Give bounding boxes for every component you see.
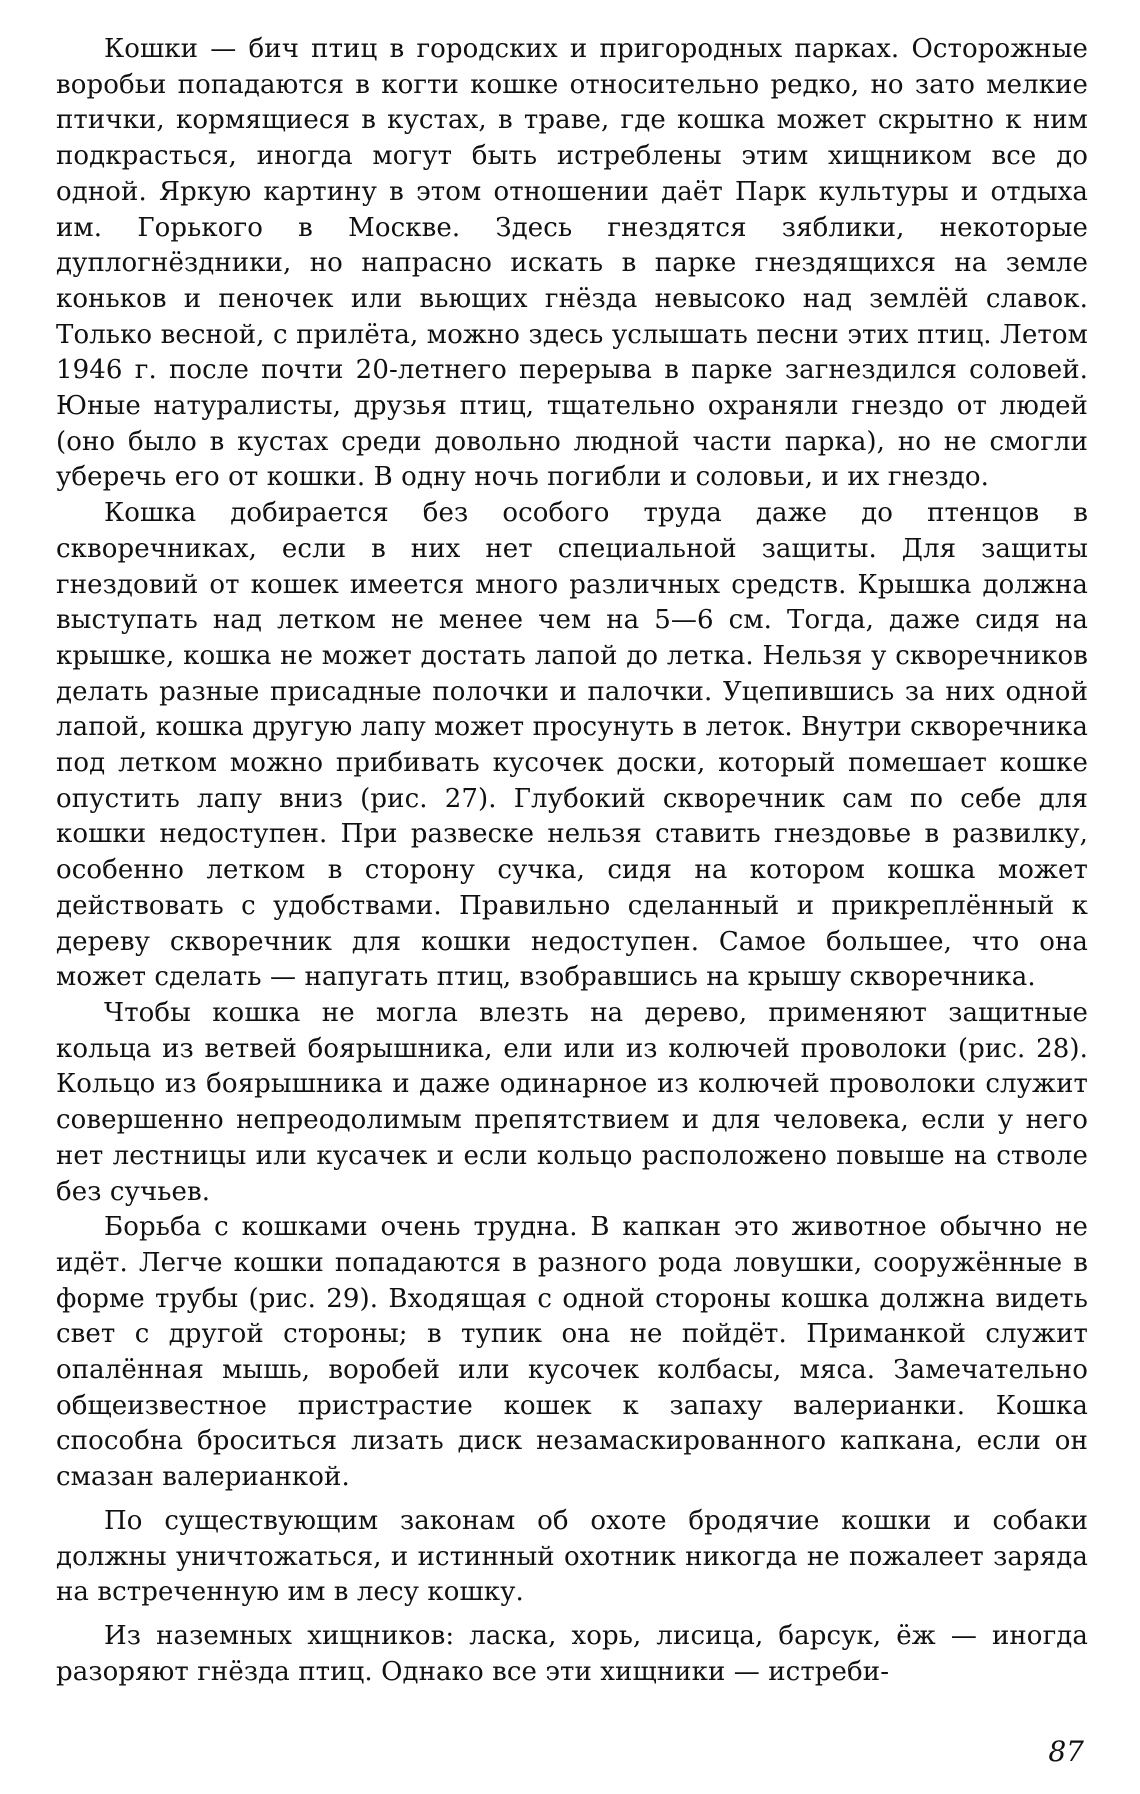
paragraph-fighting-cats: Борьба с кошками очень трудна. В капкан это животное обычно не идёт. Легче кошки попадаются в разного рода ловушки, сооружённые в форме трубы (рис. 29). Входящая с одной стороны кошка должна видеть свет с другой стороны; в тупик она не пойдёт. Приманкой служит опалённая мышь, воробей или кусочек колбасы, мяса. Замечательно общеизвестное пристрастие кошек к запаху валерианки. Кошка способна броситься лизать диск незамаскированного капкана, если он смазан валерианкой. bbox=[56, 1212, 1088, 1493]
paragraph-cats-in-parks: Кошки — бич птиц в городских и пригородных парках. Осторожные воробьи попадаются в когти кошке относительно редко, но зато мелкие птички, кормящиеся в кустах, в траве, где кошка может скрытно к ним подкрасться, иногда могут быть истреблены этим хищником все до одной. Яркую картину в этом отношении даёт Парк культуры и отдыха им. Горького в Москве. Здесь гнездятся зяблики, некоторые дуплогнёздники, но напрасно искать в парке гнездящихся на земле коньков и пеночек или вьющих гнёзда невысоко над землёй славок. Только весной, с прилёта, можно здесь услышать песни этих птиц. Летом 1946 г. после почти 20-летнего перерыва в парке загнездился соловей. Юные натуралисты, друзья птиц, тщательно охраняли гнездо от людей (оно было в кустах среди довольно людной части парка), но не смогли уберечь его от кошки. В одну ночь погибли и соловьи, и их гнездо. bbox=[56, 34, 1088, 493]
paragraph-protective-rings: Чтобы кошка не могла влезть на дерево, применяют защитные кольца из ветвей боярышника, ели или из колючей проволоки (рис. 28). Кольцо из боярышника и даже одинарное из колючей проволоки служит совершенно непреодолимым препятствием и для человека, если у него нет лестницы или кусачек и если кольцо расположено повыше на стволе без сучьев. bbox=[56, 997, 1088, 1207]
body-text bbox=[56, 32, 1088, 1690]
paragraph-hunting-laws: По существующим законам об охоте бродячие кошки и собаки должны уничтожаться, и истинный охотник никогда не пожалеет заряда на встреченную им в лесу кошку. bbox=[56, 1505, 1088, 1608]
page-number: 87 bbox=[1048, 1735, 1084, 1768]
paragraph-starling-houses: Кошка добирается без особого труда даже до птенцов в скворечниках, если в них нет специальной защиты. Для защиты гнездовий от кошек имеется много различных средств. Крышка должна выступать над летком не менее чем на 5—6 см. Тогда, даже сидя на крышке, кошка не может достать лапой до летка. Нельзя у скворечников делать разные присадные полочки и палочки. Уцепившись за них одной лапой, кошка другую лапу может просунуть в леток. Внутри скворечника под летком можно прибивать кусочек доски, который помешает кошке опустить лапу вниз (рис. 27). Глубокий скворечник сам по себе для кошки недоступен. При развеске нельзя ставить гнездовье в развилку, особенно летком в сторону сучка, сидя на котором кошка может действовать с удобствами. Правильно сделанный и прикреплённый к дереву скворечник для кошки недоступен. Самое большее, что она может сделать — напугать птиц, взобравшись на крышу скворечника. bbox=[56, 498, 1088, 993]
paragraph-ground-predators: Из наземных хищников: ласка, хорь, лисица, барсук, ёж — иногда разоряют гнёзда птиц. Однако все эти хищники — истреби- bbox=[56, 1620, 1088, 1687]
